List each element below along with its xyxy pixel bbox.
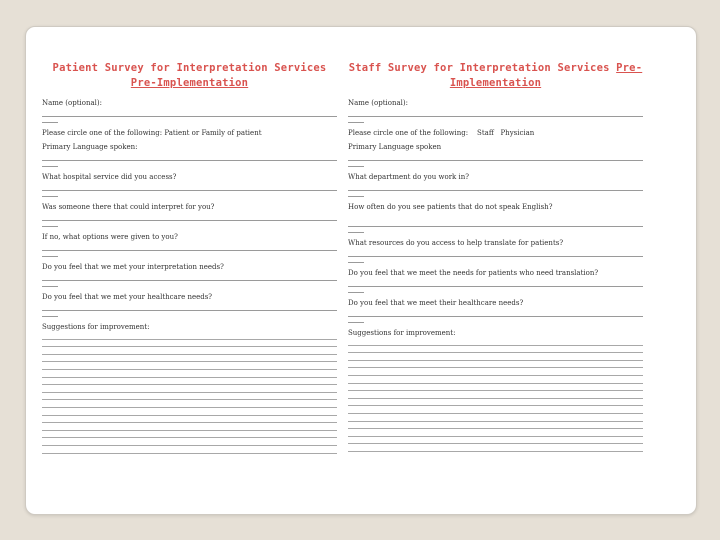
divider [42,286,58,287]
patient-survey-form [42,61,337,454]
staff-q-suggestions: Suggestions for improvement: [348,329,456,337]
staff-title-underlined: Pre-Implementation [449,62,643,89]
staff-q-resources: What resources do you access to help translate for patients? [348,239,564,247]
staff-q-department: What department do you work in? [348,173,470,181]
staff-answer-line[interactable] [348,226,643,227]
patient-answer-line[interactable] [42,250,337,251]
staff-suggestion-lines[interactable] [348,345,643,452]
staff-answer-line[interactable] [348,286,643,287]
divider [42,122,58,123]
staff-survey-title [348,61,643,91]
divider [348,196,364,197]
patient-title-underlined: Pre-Implementation [130,77,249,89]
staff-q-language: Primary Language spoken [348,143,442,151]
staff-q-translation-needs: Do you feel that we meet the needs for patients who need translation? [348,269,599,277]
slide-card [25,26,697,515]
patient-q-service: What hospital service did you access? [42,173,177,181]
staff-answer-line[interactable] [348,116,643,117]
staff-q-health-needs: Do you feel that we meet their healthcare needs? [348,299,524,307]
divider [348,232,364,233]
staff-survey-form [348,61,643,452]
patient-q-language: Primary Language spoken: [42,143,138,151]
patient-q-circle: Please circle one of the following: Patient or Family of patient [42,129,262,137]
staff-q-name: Name (optional): [348,99,409,107]
patient-q-name: Name (optional): [42,99,103,107]
divider [348,262,364,263]
patient-answer-line[interactable] [42,190,337,191]
patient-suggestion-lines[interactable] [42,339,337,454]
divider [348,292,364,293]
staff-answer-line[interactable] [348,160,643,161]
staff-q-circle: Please circle one of the following: Staff Physician [348,129,535,137]
patient-q-health-needs: Do you feel that we met your healthcare needs? [42,293,213,301]
divider [42,166,58,167]
patient-answer-line[interactable] [42,310,337,311]
patient-q-interpret: Was someone there that could interpret for you? [42,203,215,211]
staff-q-frequency: How often do you see patients that do not speak English? [348,203,553,211]
divider [42,196,58,197]
divider [42,226,58,227]
patient-answer-line[interactable] [42,220,337,221]
patient-answer-line[interactable] [42,280,337,281]
patient-q-interp-needs: Do you feel that we met your interpretation needs? [42,263,224,271]
staff-answer-line[interactable] [348,256,643,257]
divider [42,256,58,257]
divider [42,316,58,317]
patient-title-main: Patient Survey for Interpretation Services [52,62,327,74]
staff-answer-line[interactable] [348,190,643,191]
staff-title-main: Staff Survey for Interpretation Services [348,62,617,74]
divider [348,322,364,323]
patient-q-suggestions: Suggestions for improvement: [42,323,150,331]
patient-answer-line[interactable] [42,116,337,117]
patient-answer-line[interactable] [42,160,337,161]
divider [348,166,364,167]
staff-answer-line[interactable] [348,316,643,317]
patient-survey-title [42,61,337,91]
patient-q-options: If no, what options were given to you? [42,233,178,241]
divider [348,122,364,123]
